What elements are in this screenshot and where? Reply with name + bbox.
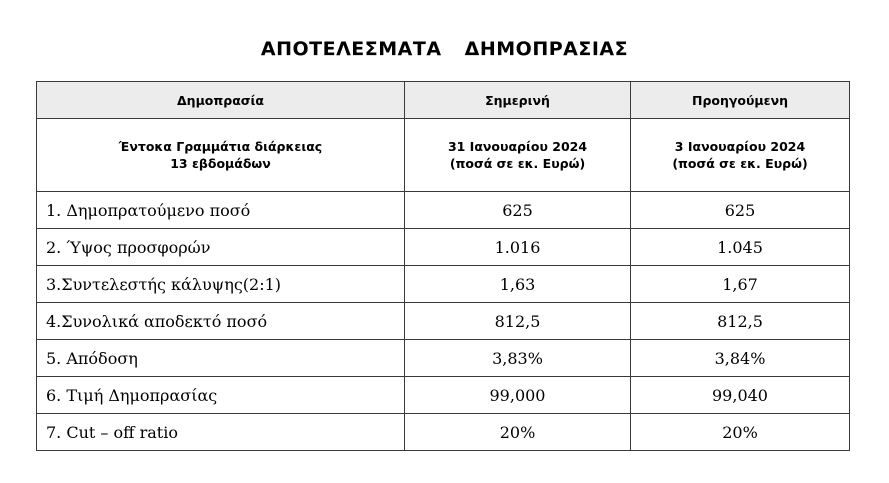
security-line-1: Έντοκα Γραμμάτια διάρκειας: [118, 139, 323, 154]
row-current-value: 20%: [405, 414, 631, 451]
current-date: 31 Ιανουαρίου 2024: [447, 139, 588, 154]
header-previous: Προηγούμενη: [631, 82, 850, 119]
row-previous-value: 3,84%: [631, 340, 850, 377]
table-row: [37, 192, 850, 229]
row-label: 4.Συνολικά αποδεκτό ποσό: [37, 303, 405, 340]
table-subheader-row: [37, 119, 850, 192]
row-current-value: 99,000: [405, 377, 631, 414]
row-previous-value: 625: [631, 192, 850, 229]
previous-date: 3 Ιανουαρίου 2024: [674, 139, 806, 154]
row-current-value: 1.016: [405, 229, 631, 266]
row-previous-value: 99,040: [631, 377, 850, 414]
page-title: ΑΠΟΤΕΛΕΣΜΑΤΑ ΔΗΜΟΠΡΑΣΙΑΣ: [260, 38, 629, 60]
table-row: [37, 340, 850, 377]
row-current-value: 3,83%: [405, 340, 631, 377]
previous-auction-info: [631, 119, 850, 192]
security-description: [37, 119, 405, 192]
row-label: 5. Απόδοση: [37, 340, 405, 377]
header-current: Σημερινή: [405, 82, 631, 119]
row-label: 6. Τιμή Δημοπρασίας: [37, 377, 405, 414]
row-previous-value: 20%: [631, 414, 850, 451]
header-auction: Δημοπρασία: [37, 82, 405, 119]
current-auction-info: [405, 119, 631, 192]
row-previous-value: 812,5: [631, 303, 850, 340]
row-label: 7. Cut – off ratio: [37, 414, 405, 451]
current-note: (ποσά σε εκ. Ευρώ): [449, 156, 586, 171]
table-header-row: [37, 82, 850, 119]
table-row: [37, 266, 850, 303]
row-current-value: 625: [405, 192, 631, 229]
row-previous-value: 1,67: [631, 266, 850, 303]
table-row: [37, 377, 850, 414]
row-label: 3.Συντελεστής κάλυψης(2:1): [37, 266, 405, 303]
row-previous-value: 1.045: [631, 229, 850, 266]
security-line-2: 13 εβδομάδων: [170, 156, 271, 171]
table-row: [37, 303, 850, 340]
auction-results-table: [36, 81, 850, 451]
table-row: [37, 414, 850, 451]
table-row: [37, 229, 850, 266]
row-label: 1. Δημοπρατούμενο ποσό: [37, 192, 405, 229]
row-current-value: 1,63: [405, 266, 631, 303]
row-label: 2. Ύψος προσφορών: [37, 229, 405, 266]
previous-note: (ποσά σε εκ. Ευρώ): [672, 156, 808, 171]
row-current-value: 812,5: [405, 303, 631, 340]
